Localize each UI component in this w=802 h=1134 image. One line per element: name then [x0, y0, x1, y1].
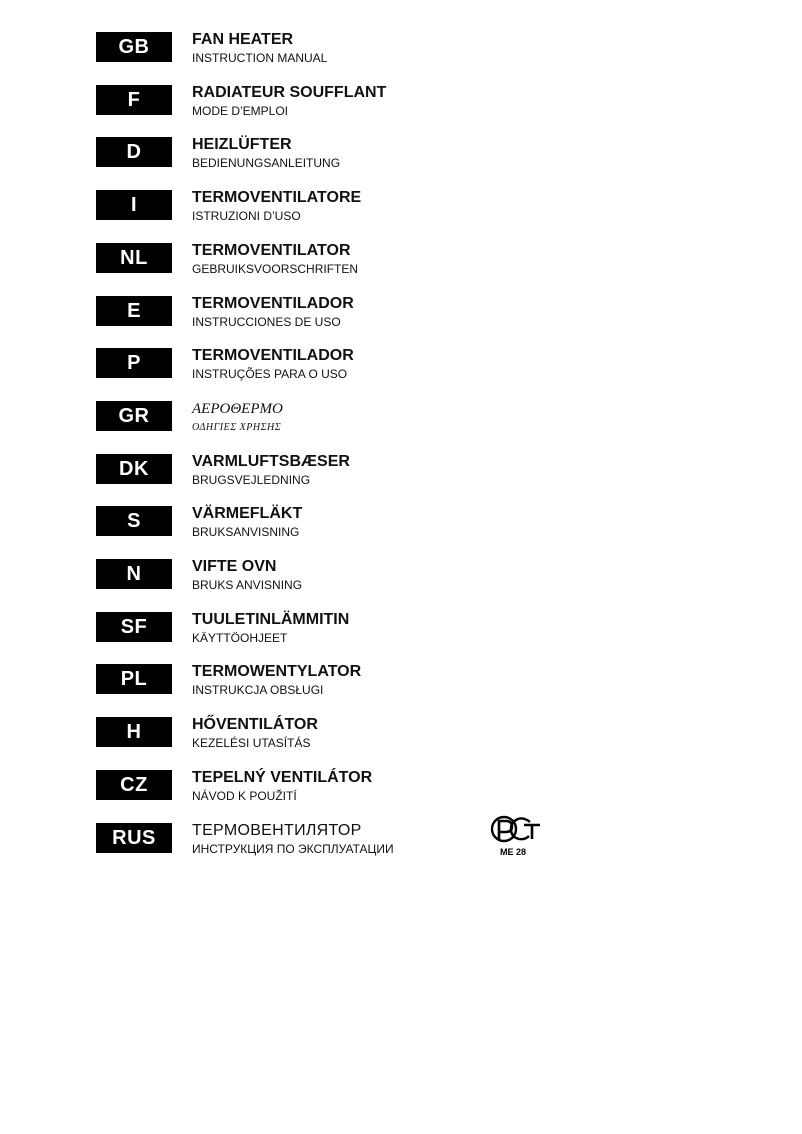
manual-subtitle: BRUGSVEJLEDNING: [192, 473, 311, 487]
product-title: HEIZLÜFTER: [192, 136, 292, 153]
manual-subtitle: MODE D’EMPLOI: [192, 104, 289, 118]
product-title: TERMOVENTILATORE: [192, 189, 362, 206]
manual-subtitle: KEZELÉSI UTASÍTÁS: [192, 736, 311, 750]
certification-code: ME 28: [500, 847, 527, 857]
language-row-n: [0, 558, 802, 611]
product-title: ΑΕΡΟΘΕΡΜΟ: [192, 401, 283, 417]
manual-subtitle: INSTRUCTION MANUAL: [192, 51, 328, 65]
language-row-rus: [0, 822, 802, 875]
product-title: TERMOVENTILADOR: [192, 295, 354, 312]
certification-mark: [490, 814, 542, 860]
product-title: VIFTE OVN: [192, 558, 277, 575]
language-row-e: [0, 295, 802, 348]
language-code-badge: RUS: [96, 823, 172, 853]
manual-subtitle: ISTRUZIONI D’USO: [192, 209, 301, 223]
language-row-p: [0, 347, 802, 400]
manual-subtitle: NÁVOD K POUŽITÍ: [192, 789, 297, 803]
language-code-badge: CZ: [96, 770, 172, 800]
language-code-badge: GB: [96, 32, 172, 62]
product-title: VÄRMEFLÄKT: [192, 505, 303, 522]
language-code-badge: SF: [96, 612, 172, 642]
language-code-badge: GR: [96, 401, 172, 431]
language-row-cz: [0, 769, 802, 822]
product-title: HŐVENTILÁTOR: [192, 716, 318, 733]
product-title: TUULETINLÄMMITIN: [192, 611, 350, 628]
language-code-badge: S: [96, 506, 172, 536]
language-row-h: [0, 716, 802, 769]
product-title: RADIATEUR SOUFFLANT: [192, 84, 387, 101]
language-row-gr: [0, 400, 802, 453]
language-code-badge: P: [96, 348, 172, 378]
language-code-badge: PL: [96, 664, 172, 694]
product-title: TERMOVENTILATOR: [192, 242, 351, 259]
language-code-badge: NL: [96, 243, 172, 273]
product-title: TERMOWENTYLATOR: [192, 663, 362, 680]
product-title: ТЕРМОВЕНТИЛЯТОР: [192, 822, 362, 839]
product-title: FAN HEATER: [192, 31, 294, 48]
language-code-badge: N: [96, 559, 172, 589]
language-row-s: [0, 505, 802, 558]
product-title: TERMOVENTILADOR: [192, 347, 354, 364]
language-code-badge: D: [96, 137, 172, 167]
language-row-d: [0, 136, 802, 189]
manual-subtitle: ИНСТРУКЦИЯ ПО ЭКСПЛУАТАЦИИ: [192, 842, 394, 856]
language-row-nl: [0, 242, 802, 295]
language-code-badge: H: [96, 717, 172, 747]
language-row-pl: [0, 663, 802, 716]
language-code-badge: I: [96, 190, 172, 220]
manual-subtitle: BRUKSANVISNING: [192, 525, 300, 539]
language-row-sf: [0, 611, 802, 664]
language-row-f: [0, 84, 802, 137]
manual-subtitle: INSTRUKCJA OBSŁUGI: [192, 683, 324, 697]
product-title: TEPELNÝ VENTILÁTOR: [192, 769, 373, 786]
language-row-gb: [0, 31, 802, 84]
manual-subtitle: ΟΔΗΓΙΕΣ ΧΡΗΣΗΣ: [192, 422, 282, 433]
product-title: VARMLUFTSBÆSER: [192, 453, 350, 470]
pct-logo-icon: [490, 814, 542, 848]
language-code-badge: F: [96, 85, 172, 115]
manual-subtitle: BRUKS ANVISNING: [192, 578, 303, 592]
language-row-i: [0, 189, 802, 242]
language-row-dk: [0, 453, 802, 506]
manual-subtitle: GEBRUIKSVOORSCHRIFTEN: [192, 262, 359, 276]
manual-subtitle: BEDIENUNGSANLEITUNG: [192, 156, 341, 170]
manual-subtitle: KÄYTTÖOHJEET: [192, 631, 288, 645]
manual-subtitle: INSTRUÇÕES PARA O USO: [192, 367, 348, 381]
language-code-badge: E: [96, 296, 172, 326]
language-code-badge: DK: [96, 454, 172, 484]
manual-subtitle: INSTRUCCIONES DE USO: [192, 315, 341, 329]
